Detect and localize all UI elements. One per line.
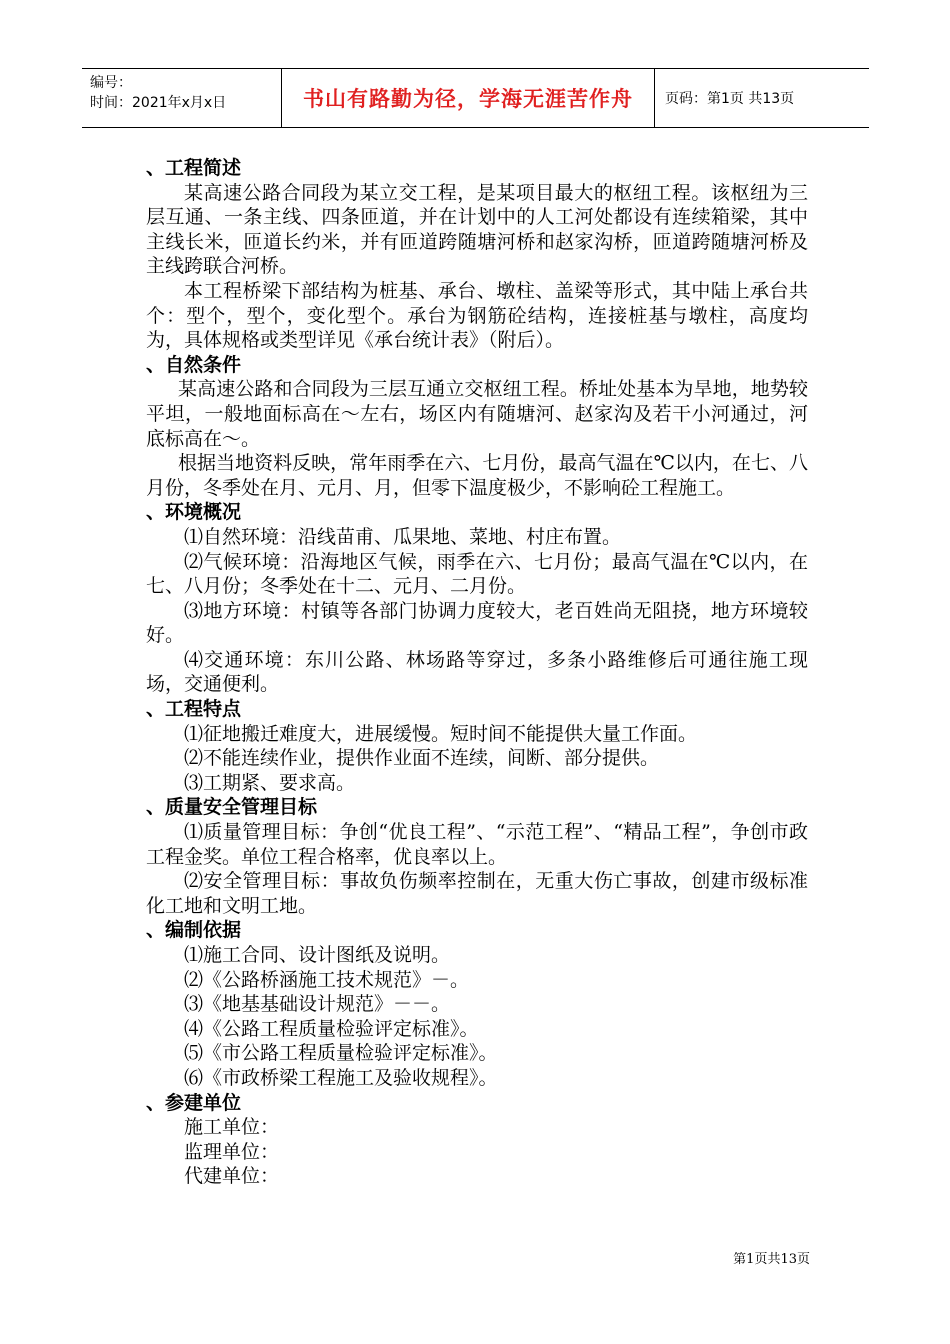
list-item: ⑵安全管理目标：事故负伤频率控制在，无重大伤亡事故，创建市级标准化工地和文明工地。 [146,870,808,917]
section-title: 、自然条件 [146,353,242,376]
page-header [82,68,869,128]
list-item: ⑴自然环境：沿线苗甫、瓜果地、菜地、村庄布置。 [184,525,622,548]
header-meta [82,69,282,127]
list-item: ⑸《市公路工程质量检验评定标准》。 [184,1042,498,1065]
list-item: ⑴质量管理目标：争创“优良工程”、“示范工程”、“精品工程”，争创市政工程金奖。单位工程合格率，优良率以上。 [146,821,808,868]
list-item: ⑴征地搬迁难度大，进展缓慢。短时间不能提供大量工作面。 [184,722,698,745]
header-page-info: 页码：第1页 共13页 [665,91,795,107]
list-item: ⑶地方环境：村镇等各部门协调力度较大，老百姓尚无阻挠，地方环境较好。 [146,599,808,647]
paragraph: 本工程桥梁下部结构为桩基、承台、墩柱、盖梁等形式，其中陆上承台共个：型个，型个，变化型个。承台为钢筋砼结构，连接桩基与墩柱，高度均为，具体规格或类型详见《承台统计表》（附后）。 [146,279,808,352]
section-title: 、参建单位 [146,1091,242,1114]
unit-construction: 施工单位： [184,1116,280,1139]
list-item: ⑵《公路桥涵施工技术规范》－。 [184,968,470,991]
section-title: 、编制依据 [146,919,242,942]
section-title: 、工程简述 [146,157,242,179]
list-item: ⑷交通环境：东川公路、林场路等穿过，多条小路维修后可通往施工现场，交通便利。 [146,648,808,696]
list-item: ⑹《市政桥梁工程施工及验收规程》。 [184,1066,498,1089]
document-date: 时间：2021年x月x日 [90,95,227,111]
document-body [146,156,808,1189]
header-motto: 书山有路勤为径，学海无涯苦作舟 [282,69,655,127]
list-item: ⑵不能连续作业，提供作业面不连续，间断、部分提供。 [184,747,660,770]
section-title: 、工程特点 [146,698,242,721]
unit-supervision: 监理单位： [184,1140,280,1163]
list-item: ⑶《地基基础设计规范》－－。 [184,993,451,1016]
unit-agent: 代建单位： [184,1165,280,1188]
document-number-label: 编号： [90,75,132,91]
list-item: ⑴施工合同、设计图纸及说明。 [184,944,451,966]
paragraph: 某高速公路合同段为某立交工程，是某项目最大的枢纽工程。该枢纽为三层互通、一条主线、四条匝道，并在计划中的人工河处都设有连续箱梁，其中主线长米，匝道长约米，并有匝道跨随塘河桥和赵家沟桥，匝道跨随塘河桥及主线跨联合河桥。 [146,181,808,278]
paragraph: 某高速公路和合同段为三层互通立交枢纽工程。桥址处基本为旱地，地势较平坦，一般地面标高在～左右，场区内有随塘河、赵家沟及若干小河通过，河底标高在～。 [146,378,808,450]
paragraph: 根据当地资料反映，常年雨季在六、七月份，最高气温在℃以内，在七、八月份，冬季处在月、元月、月，但零下温度极少，不影响砼工程施工。 [146,452,808,499]
list-item: ⑷《公路工程质量检验评定标准》。 [184,1017,479,1040]
list-item: ⑶工期紧、要求高。 [184,771,356,794]
page-footer: 第1页共13页 [733,1252,810,1267]
list-item: ⑵气候环境：沿海地区气候，雨季在六、七月份；最高气温在℃以内，在七、八月份；冬季处在十二、元月、二月份。 [146,550,808,598]
section-title: 、环境概况 [146,501,242,524]
section-title: 、质量安全管理目标 [146,796,318,819]
